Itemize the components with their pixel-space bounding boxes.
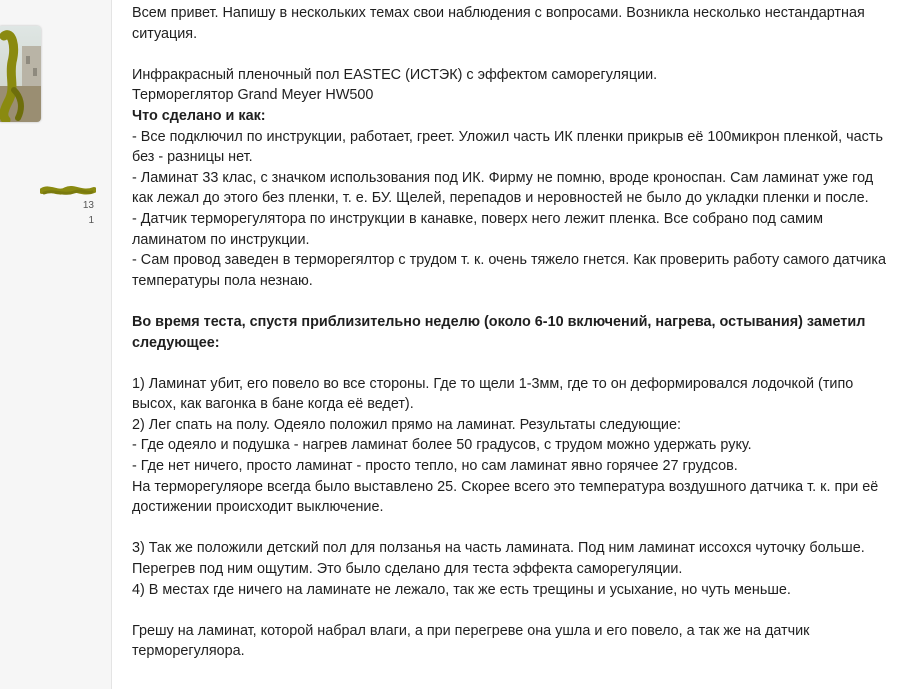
post-paragraph: 2) Лег спать на полу. Одеяло положил прямо на ламинат. Результаты следующие: (132, 416, 681, 433)
post-paragraph: - Датчик терморегулятора по инструкции в канавке, поверх него лежит пленка. Все собрано под самим ламинатом по инструкции. (132, 210, 823, 248)
paragraph-gap (132, 291, 892, 312)
paragraph-gap (132, 44, 892, 65)
redaction-scribble-icon (40, 184, 96, 198)
avatar-image (0, 26, 41, 122)
post-paragraph: Грешу на ламинат, которой набрал влаги, а при перегреве она ушла и его повело, а так же на датчик терморегуляора. (132, 622, 810, 660)
post-paragraph: - Где нет ничего, просто ламинат - просто тепло, но сам ламинат явно горячее 27 грудсов. (132, 458, 738, 475)
post-paragraph: Инфракрасный пленочный пол EASTEC (ИСТЭК) с эффектом саморегуляции. (132, 66, 658, 83)
post-paragraph: - Сам провод заведен в терморегялтор с трудом т. к. очень тяжело гнется. Как проверить работу самого датчика температуры пола незнаю. (132, 252, 887, 289)
post-paragraph: Всем привет. Напишу в нескольких темах свои наблюдения с вопросами. Возникла несколько нестандартная ситуация. (132, 5, 865, 42)
avatar[interactable] (0, 26, 41, 122)
post-heading: Во время теста, спустя приблизительно неделю (около 6-10 включений, нагрева, остывания) заметил следующее: (132, 313, 866, 351)
post-paragraph: 4) В местах где ничего на ламинате не лежало, так же есть трещины и усыхание, но чуть меньше. (132, 581, 791, 598)
paragraph-gap (132, 518, 892, 539)
post-paragraph: 1) Ламинат убит, его повело во все стороны. Где то щели 1-3мм, где то он деформировался лодочкой (типо высох, как вагонка в бане когда её ведет). (132, 375, 854, 413)
post-paragraph: - Все подключил по инструкции, работает, греет. Уложил часть ИК пленки прикрыв её 100микрон пленкой, часть без - разницы нет. (132, 128, 883, 166)
post-paragraph: - Где одеяло и подушка - нагрев ламинат более 50 градусов, с трудом можно удержать руку. (132, 437, 752, 454)
post-paragraph: На терморегуляоре всегда было выставлено 25. Скорее всего это температура воздушного датчика т. к. при её достижении происходит выключение. (132, 478, 879, 516)
author-likes-count: 1 (88, 215, 94, 226)
author-message-count: 13 (82, 200, 94, 211)
post-paragraph: - Ламинат 33 клас, с значком использования под ИК. Фирму не помню, вроде кроноспан. Сам ламинат уже год как лежал до этого без пленки, т. е. БУ. Щелей, перепадов и неровностей не было до укладки пленки и после. (132, 169, 874, 207)
author-sidebar (0, 0, 112, 689)
post-paragraph: 3) Так же положили детский пол для ползанья на часть ламината. Под ним ламинат иссохся чуточку больше. Перегрев под ним ощутим. Это было сделано для теста эффекта саморегуляции. (132, 540, 865, 578)
post-body (132, 3, 892, 662)
post-heading: Что сделано и как: (132, 107, 266, 124)
paragraph-gap (132, 600, 892, 621)
post-paragraph: Термореглятор Grand Meyer HW500 (132, 87, 374, 104)
author-name-redacted (40, 184, 96, 198)
paragraph-gap (132, 353, 892, 374)
